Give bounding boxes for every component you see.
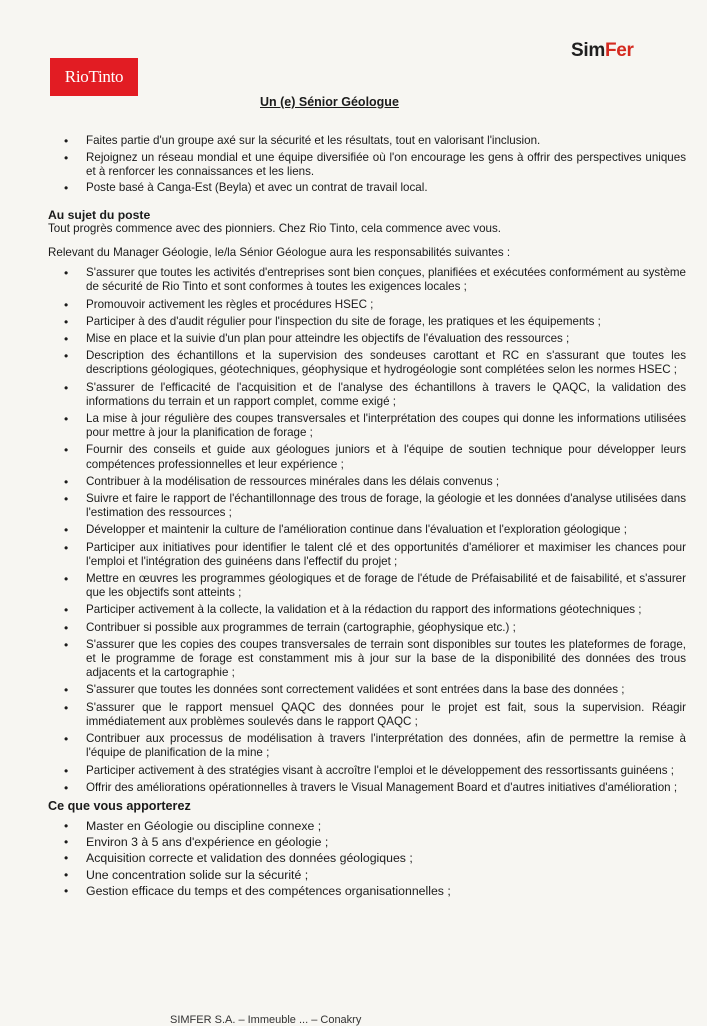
responsibility-item: • Offrir des améliorations opérationnelles à travers le Visual Management Board et d'autres initiatives d'amélioration ; [86, 781, 686, 795]
responsibility-item: • Contribuer aux processus de modélisation à travers l'interprétation des données, afin de permettre la remise à l'équipe de planification de la mine ; [86, 732, 686, 760]
bring-item: • Une concentration solide sur la sécurité ; [86, 868, 686, 883]
responsibility-item: • S'assurer que toutes les données sont correctement validées et sont entrées dans la base des données ; [86, 683, 686, 697]
page-title: Un (e) Sénior Géologue [260, 95, 399, 109]
bring-item: • Acquisition correcte et validation des données géologiques ; [86, 851, 686, 866]
simfer-logo [571, 40, 634, 62]
responsibility-item: • Développer et maintenir la culture de l'amélioration continue dans l'évaluation et l'exploration géologique ; [86, 523, 686, 537]
responsibilities-list [48, 266, 686, 795]
page-footer: SIMFER S.A. – Immeuble ... – Conakry [170, 1014, 362, 1026]
intro-list [48, 134, 686, 196]
intro-item: • Poste basé à Canga-Est (Beyla) et avec un contrat de travail local. [86, 181, 686, 195]
document-body [48, 128, 686, 900]
intro-item: • Rejoignez un réseau mondial et une équipe diversifiée où l'on encourage les gens à offrir des perspectives uniques et à renforcer les connaissances et les liens. [86, 151, 686, 179]
responsibility-item: • Participer aux initiatives pour identifier le talent clé et des opportunités d'améliorer et maximiser les chances pour l'emploi et l'intégration des guinéens dans l'effectif du projet ; [86, 541, 686, 569]
about-text: Tout progrès commence avec des pionniers. Chez Rio Tinto, cela commence avec vous. [48, 221, 502, 235]
responsibility-item: • Participer activement à des stratégies visant à accroître l'emploi et le développement des ressortissants guinéens ; [86, 764, 686, 778]
responsibility-item: • S'assurer que les copies des coupes transversales de terrain sont disponibles sur toutes les plateformes de forage, et le programme de forage est constamment mis à jour sur la base de la disponibilité des données des trous adjacents et la cartographie ; [86, 638, 686, 681]
bring-heading: Ce que vous apporterez [48, 798, 191, 813]
intro-item: • Faites partie d'un groupe axé sur la sécurité et les résultats, tout en valorisant l'inclusion. [86, 134, 686, 148]
rio-tinto-logo-text: RioTinto [64, 67, 124, 86]
about-lead: Relevant du Manager Géologie, le/la Sénior Géologue aura les responsabilités suivantes : [48, 246, 511, 259]
responsibility-item: • Fournir des conseils et guide aux géologues juniors et à l'équipe de soutien technique pour développer leurs compétences professionnelles et leur expérience ; [86, 443, 686, 471]
bring-item: • Gestion efficace du temps et des compétences organisationnelles ; [86, 884, 686, 899]
responsibility-item: • Promouvoir activement les règles et procédures HSEC ; [86, 298, 686, 312]
rio-tinto-logo [50, 58, 138, 96]
responsibility-item: • Mettre en œuvres les programmes géologiques et de forage de l'étude de Préfaisabilité et de faisabilité, et s'assurer que les objectifs sont atteints ; [86, 572, 686, 600]
responsibility-item: • Contribuer si possible aux programmes de terrain (cartographie, géophysique etc.) ; [86, 621, 686, 635]
responsibility-item: • La mise à jour régulière des coupes transversales et l'interprétation des coupes qui donne les informations utilisées pour mettre à jour la planification de forage ; [86, 412, 686, 440]
responsibility-item: • Participer à des d'audit régulier pour l'inspection du site de forage, les pratiques et les équipements ; [86, 315, 686, 329]
responsibility-item: • Mise en place et la suivie d'un plan pour atteindre les objectifs de l'évaluation des ressources ; [86, 332, 686, 346]
responsibility-item: • S'assurer de l'efficacité de l'acquisition et de l'analyse des échantillons à travers le QAQC, la validation des informations du terrain et un rapport complet, comme exigé ; [86, 381, 686, 409]
responsibility-item: • Contribuer à la modélisation de ressources minérales dans les délais convenus ; [86, 475, 686, 489]
responsibility-item: • S'assurer que le rapport mensuel QAQC des données pour le projet est fait, sous la supervision. Réagir immédiatement aux problèmes soulevés dans le rapport QAQC ; [86, 701, 686, 729]
simfer-logo-sim: Sim [571, 40, 605, 61]
about-heading: Au sujet du poste [48, 207, 151, 222]
bring-item: • Environ 3 à 5 ans d'expérience en géologie ; [86, 835, 686, 850]
responsibility-item: • S'assurer que toutes les activités d'entreprises sont bien conçues, planifiées et exécutées conformément au système de sécurité de Rio Tinto et sont conformes à toutes les exigences locales ; [86, 266, 686, 294]
responsibility-item: • Description des échantillons et la supervision des sondeuses carottant et RC en s'assurant que toutes les descriptions géologiques, géotechniques, géophysique et hydrogéologie sont complétées selon les normes HSEC ; [86, 349, 686, 377]
simfer-logo-fer: Fer [604, 40, 634, 61]
bring-list [48, 819, 686, 899]
bring-item: • Master en Géologie ou discipline connexe ; [86, 819, 686, 834]
responsibility-item: • Suivre et faire le rapport de l'échantillonnage des trous de forage, la géologie et les données d'analyse utilisées dans l'estimation des ressources ; [86, 492, 686, 520]
responsibility-item: • Participer activement à la collecte, la validation et à la rédaction du rapport des informations géotechniques ; [86, 603, 686, 617]
